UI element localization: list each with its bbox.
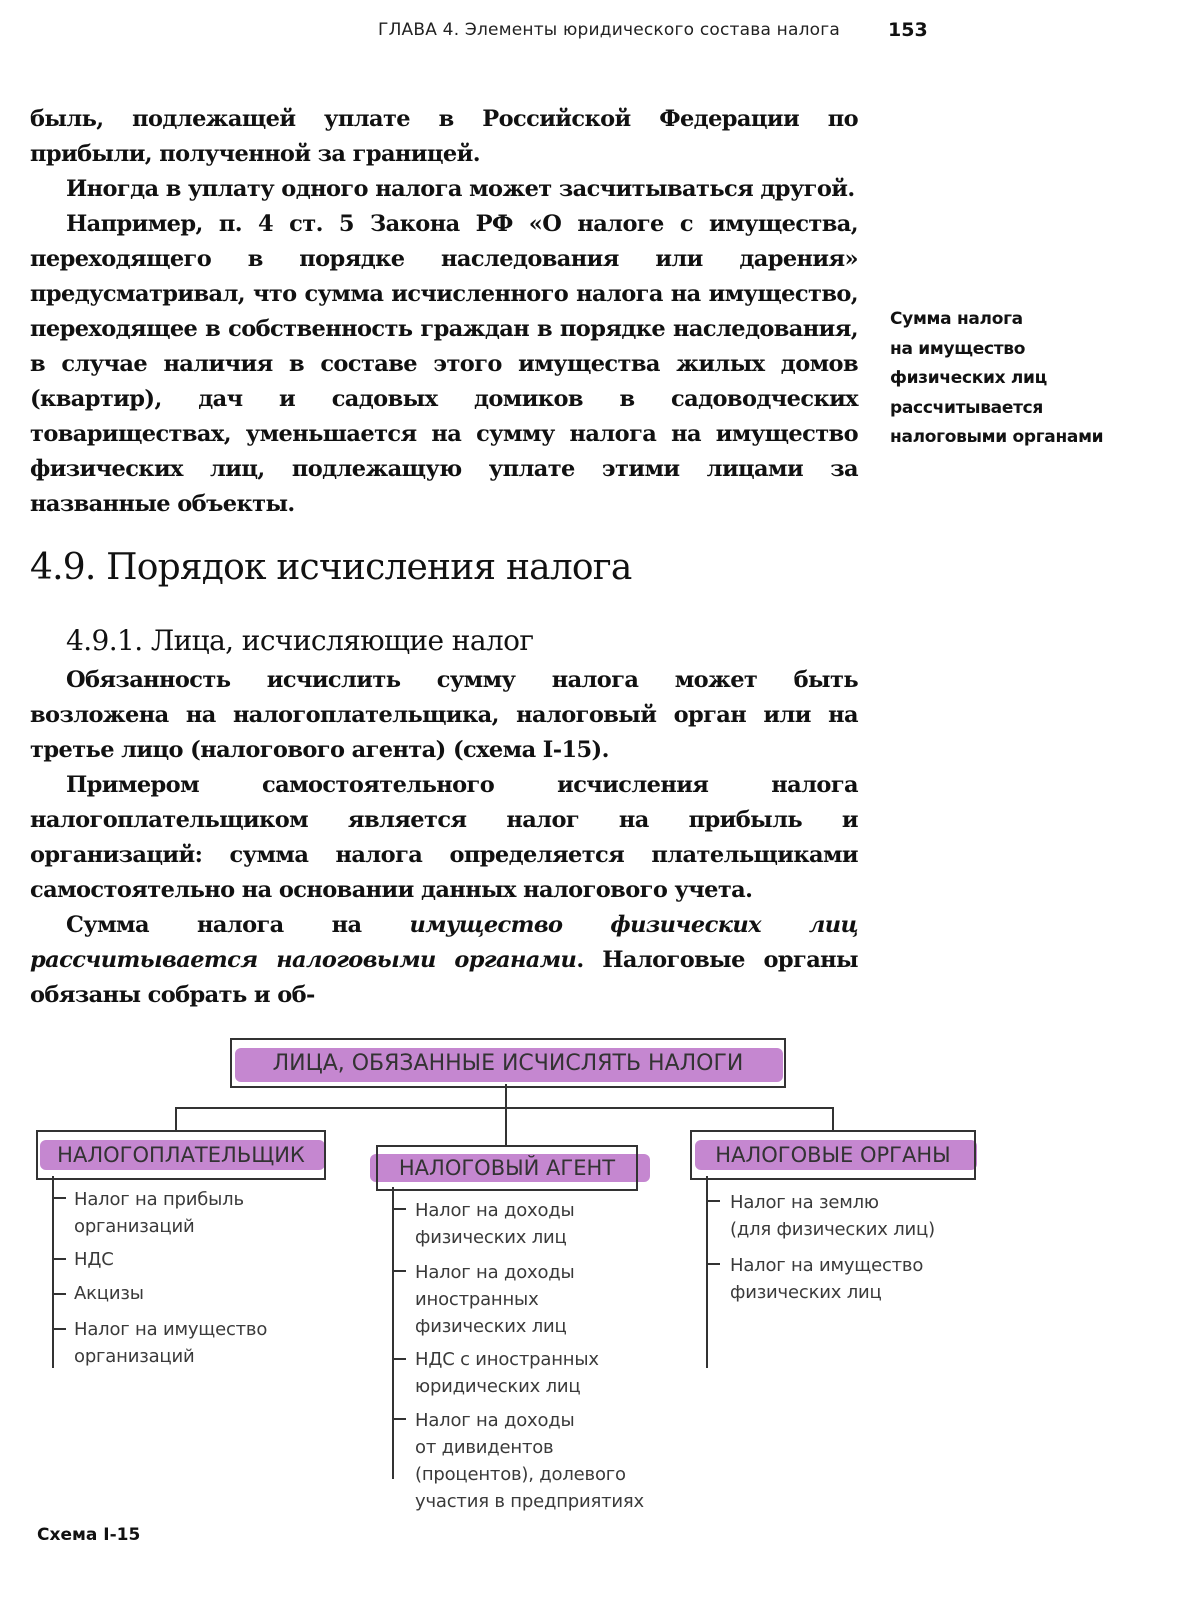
list-item-line: физических лиц (415, 1227, 567, 1248)
intro-paragraph: Например, п. 4 ст. 5 Закона РФ «О налоге с имущества, переходящего в порядке наследования или дарения» предусматривал, что сумма исчисленного налога на имущество, переходящее в собственность граждан в порядке наследования, в случае наличия в составе этого имущества жилых домов (квартир), дач и садовых домиков в садоводческих товариществах, уменьшается на сумму налога на имущество физических лиц, подлежащую уплате этими лицами за названные объекты. (30, 211, 858, 517)
margin-note-line: рассчитывается (890, 397, 1044, 418)
list-item: НДС (74, 1249, 114, 1270)
branch-line (706, 1176, 708, 1368)
branch-line (392, 1187, 394, 1479)
box-tax-agent (376, 1145, 638, 1191)
list-item (74, 1186, 244, 1240)
box-label: НАЛОГОВЫЙ АГЕНТ (398, 1156, 616, 1180)
page-number: 153 (888, 19, 928, 41)
intro-paragraph: Иногда в уплату одного налога может засчитываться другой. (66, 176, 855, 202)
intro-paragraph: быль, подлежащей уплате в Российской Федерации по прибыли, полученной за границей. (30, 106, 858, 167)
list-item-line: иностранных (415, 1289, 539, 1310)
running-header-title: ГЛАВА 4. Элементы юридического состава налога (378, 20, 841, 40)
italic-emphasis: имущество физических лиц рассчитывается налоговыми органами (30, 912, 858, 973)
list-item: Акцизы (74, 1283, 144, 1304)
list-item-line: Налог на доходы (415, 1410, 575, 1431)
section-paragraph: Примером самостоятельного исчисления налога налогоплательщиком является налог на прибыль и организаций: сумма налога определяется плательщиками самостоятельно на основании данных налогового учета. (30, 772, 858, 903)
list-item-line: НДС с иностранных (415, 1349, 599, 1370)
list-item (730, 1252, 923, 1306)
diagram-title-box (230, 1038, 786, 1088)
tick-line (706, 1263, 720, 1265)
list-item (730, 1189, 935, 1243)
connector-line (175, 1107, 177, 1131)
tick-line (52, 1328, 66, 1330)
paragraph-text: Сумма налога на (66, 912, 410, 938)
section-title: 4.9. Порядок исчисления налога (30, 547, 632, 588)
branch-line (52, 1176, 54, 1368)
margin-note-line: физических лиц (890, 368, 1047, 388)
margin-note-line: налоговыми органами (890, 427, 1104, 447)
tick-line (706, 1200, 720, 1202)
box-tax-authorities (690, 1130, 976, 1180)
box-label: НАЛОГОВЫЕ ОРГАНЫ (715, 1143, 951, 1167)
list-item (415, 1197, 575, 1251)
list-item-line: организаций (74, 1216, 195, 1237)
tick-line (392, 1358, 406, 1360)
margin-note-line: на имущество (890, 338, 1026, 359)
list-item-line: Налог на имущество (730, 1255, 924, 1276)
list-item-line: физических лиц (730, 1282, 882, 1303)
list-item-line: Налог на доходы (415, 1262, 575, 1283)
diagram-title: ЛИЦА, ОБЯЗАННЫЕ ИСЧИСЛЯТЬ НАЛОГИ (272, 1050, 744, 1076)
tick-line (52, 1293, 66, 1295)
scheme-caption: Схема I-15 (37, 1525, 141, 1545)
margin-note-line: Сумма налога (890, 309, 1023, 329)
list-item-line: (для физических лиц) (730, 1219, 935, 1240)
list-item-line: Налог на землю (730, 1192, 879, 1213)
tick-line (52, 1197, 66, 1199)
box-taxpayer (36, 1130, 326, 1180)
list-item-line: от дивидентов (415, 1437, 554, 1458)
list-item-line: организаций (74, 1346, 195, 1367)
connector-line (505, 1084, 507, 1108)
list-item-line: Налог на имущество (74, 1319, 268, 1340)
connector-line (832, 1107, 834, 1131)
tick-line (392, 1418, 406, 1420)
list-item (415, 1346, 599, 1400)
connector-line (505, 1107, 507, 1145)
tick-line (52, 1258, 66, 1260)
list-item-line: Налог на прибыль (74, 1189, 244, 1210)
tick-line (392, 1270, 406, 1272)
tick-line (392, 1208, 406, 1210)
list-item-line: (процентов), долевого (415, 1464, 626, 1485)
list-item-line: Налог на доходы (415, 1200, 575, 1221)
list-item-line: участия в предприятиях (415, 1491, 644, 1512)
list-item-line: юридических лиц (415, 1376, 581, 1397)
list-item-line: физических лиц (415, 1316, 567, 1337)
list-item (415, 1407, 644, 1515)
paragraph-text: . Налоговые органы обязаны собрать и об- (30, 947, 858, 1008)
section-paragraph: Обязанность исчислить сумму налога может быть возложена на налогоплательщика, налоговый орган или на третье лицо (налогового агента) (схема I-15). (30, 667, 858, 763)
box-label: НАЛОГОПЛАТЕЛЬЩИК (57, 1143, 305, 1167)
subsection-title: 4.9.1. Лица, исчисляющие налог (66, 624, 534, 657)
list-item (415, 1259, 575, 1340)
list-item (74, 1316, 267, 1370)
